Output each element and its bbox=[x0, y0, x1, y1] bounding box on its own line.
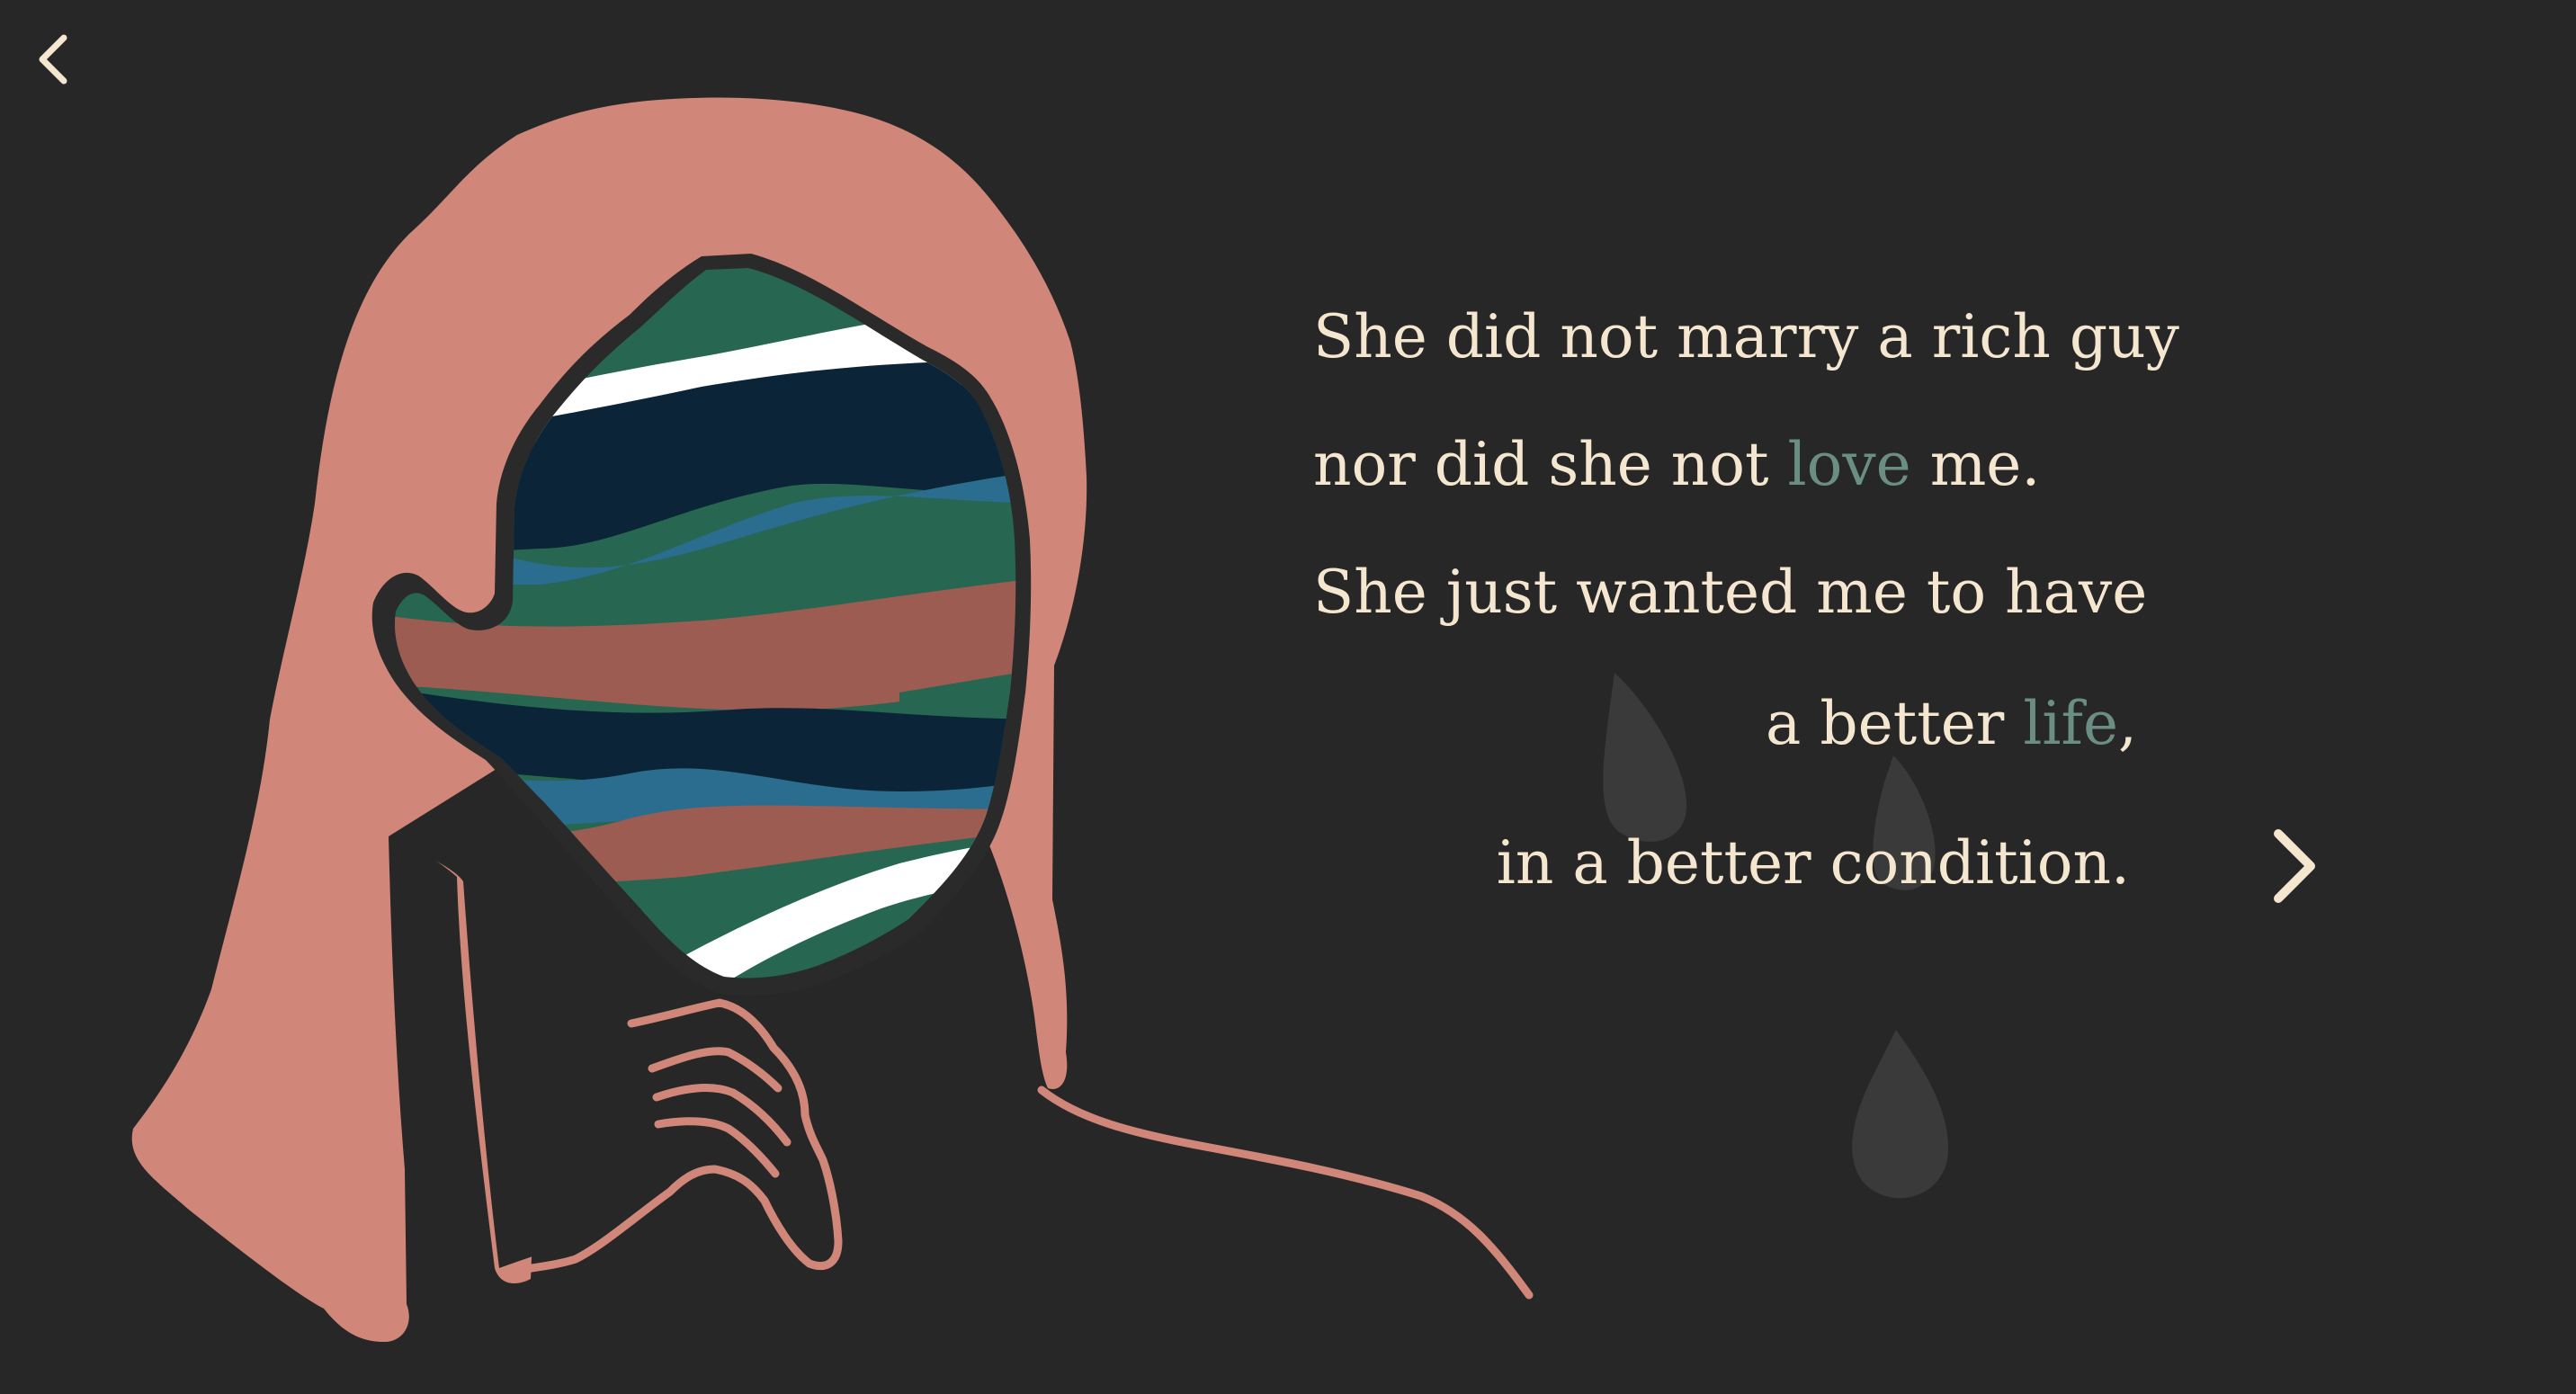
poem-accent-word: love bbox=[1787, 430, 1911, 499]
poem-line-5: in a better condition. bbox=[1496, 828, 2130, 898]
poem-text: , bbox=[2118, 689, 2137, 758]
teardrop-icon bbox=[1603, 673, 1686, 842]
shoulder-line bbox=[1042, 1090, 1529, 1295]
poem-text: me. bbox=[1910, 430, 2041, 499]
poem-line-2 bbox=[1313, 424, 2040, 505]
next-button[interactable] bbox=[2249, 817, 2339, 916]
poem-text: a better bbox=[1766, 689, 2024, 758]
teardrop-icon bbox=[1852, 1030, 1948, 1198]
chevron-right-icon bbox=[2262, 821, 2325, 911]
poem-accent-word: life bbox=[2023, 689, 2119, 758]
poem-line-1: She did not marry a rich guy bbox=[1313, 302, 2179, 371]
chevron-left-icon bbox=[31, 31, 73, 85]
back-button[interactable] bbox=[18, 23, 86, 92]
poem-line-3: She just wanted me to have bbox=[1313, 558, 2148, 627]
faceless-woman-icon bbox=[132, 97, 1529, 1342]
poem-line-4 bbox=[1766, 684, 2137, 764]
poem-text: nor did she not bbox=[1313, 430, 1788, 499]
